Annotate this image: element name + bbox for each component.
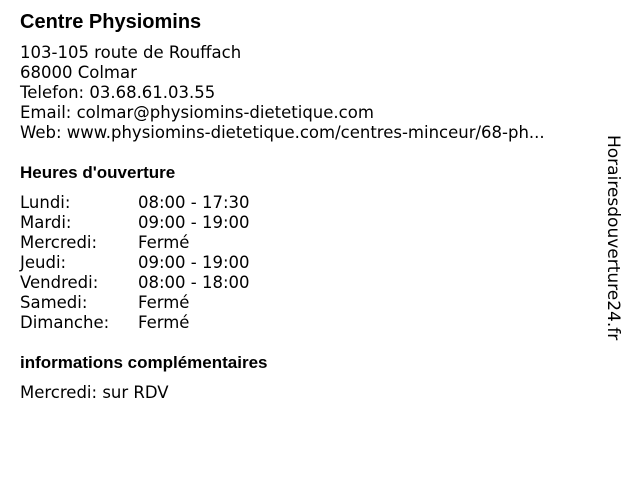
- email-line: Email: colmar@physiomins-dietetique.com: [20, 103, 374, 122]
- time-value: Fermé: [138, 293, 190, 312]
- opening-hours-heading: Heures d'ouverture: [20, 163, 176, 182]
- additional-info-text: Mercredi: sur RDV: [20, 383, 169, 402]
- business-name: Centre Physiomins: [20, 11, 202, 33]
- time-value: Fermé: [138, 313, 190, 332]
- day-label: Lundi:: [20, 193, 71, 212]
- time-value: 08:00 - 17:30: [138, 193, 250, 212]
- time-value: 09:00 - 19:00: [138, 253, 250, 272]
- day-label: Mercredi:: [20, 233, 98, 252]
- day-label: Samedi:: [20, 293, 88, 312]
- day-label: Dimanche:: [20, 313, 110, 332]
- address-line-2: 68000 Colmar: [20, 63, 137, 82]
- day-label: Mardi:: [20, 213, 72, 232]
- time-value: Fermé: [138, 233, 190, 252]
- brand-watermark: Horairesdouverture24.fr: [603, 135, 623, 341]
- day-label: Vendredi:: [20, 273, 99, 292]
- time-value: 09:00 - 19:00: [138, 213, 250, 232]
- web-line: Web: www.physiomins-dietetique.com/centres-minceur/68-ph...: [20, 123, 545, 142]
- contact-block: [20, 43, 545, 143]
- address-line-1: 103-105 route de Rouffach: [20, 43, 242, 62]
- day-label: Jeudi:: [20, 253, 67, 272]
- phone-line: Telefon: 03.68.61.03.55: [20, 83, 216, 102]
- additional-info-heading: informations complémentaires: [20, 353, 268, 372]
- time-value: 08:00 - 18:00: [138, 273, 250, 292]
